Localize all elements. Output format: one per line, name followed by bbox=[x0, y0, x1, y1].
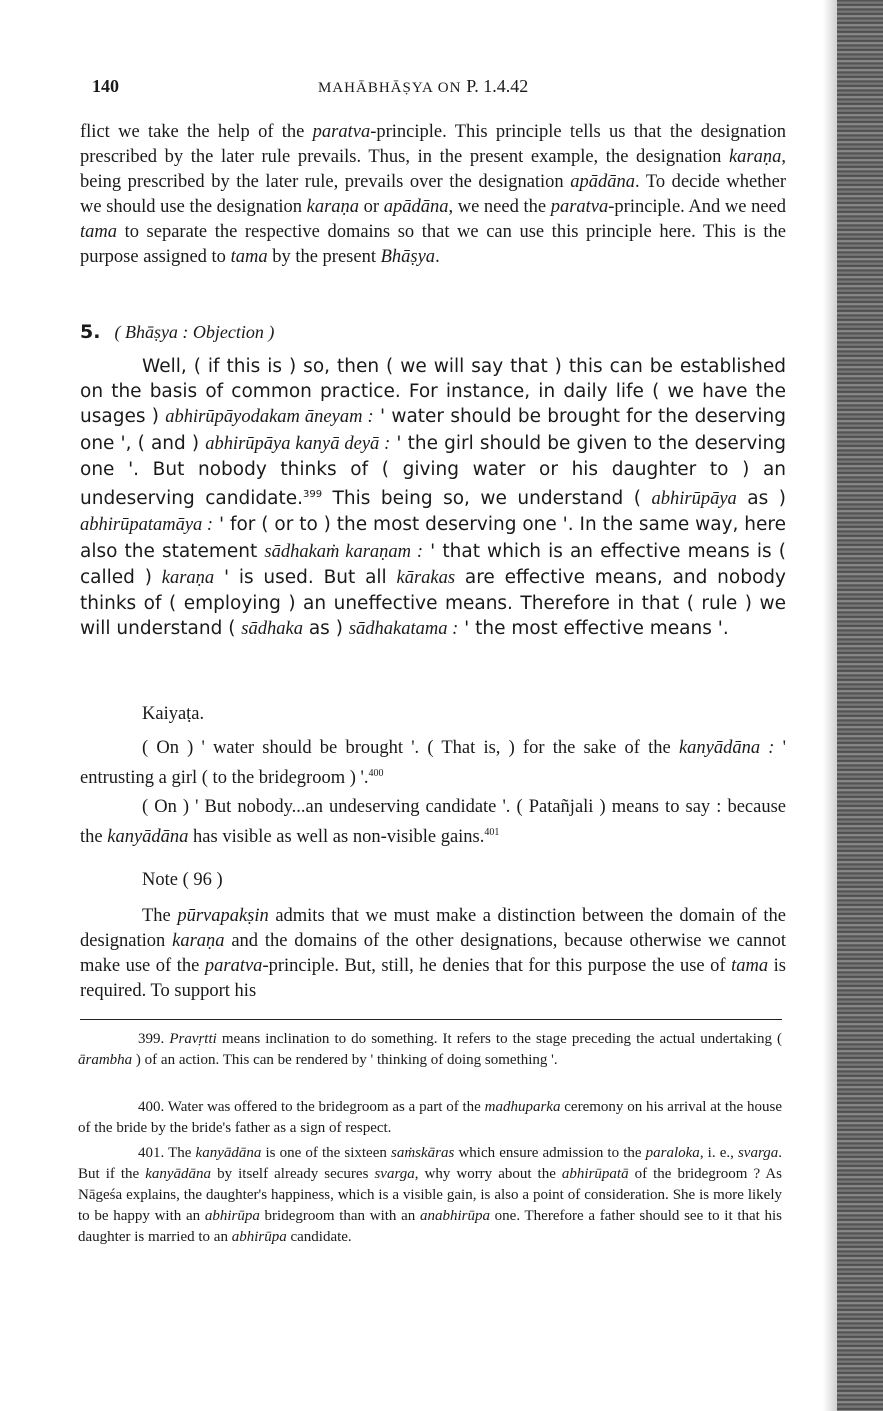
term: karaṇa bbox=[728, 147, 782, 167]
text: , being prescribed by the later rule, prevails over the designation bbox=[80, 147, 786, 192]
section-label: ( Bhāṣya : Objection ) bbox=[114, 322, 275, 342]
paragraph-kaiyata-2 bbox=[80, 795, 786, 850]
footnote-ref-399: 399 bbox=[302, 489, 323, 501]
term: tama bbox=[230, 247, 268, 267]
footnote-401 bbox=[78, 1143, 782, 1248]
term: karaṇa bbox=[161, 567, 215, 588]
text: This being so, we understand ( bbox=[322, 488, 652, 510]
note-heading: Note ( 96 ) bbox=[142, 870, 223, 890]
paragraph-kaiyata-1 bbox=[80, 736, 786, 791]
text: . To decide whether we should use the designation bbox=[80, 172, 787, 217]
text: bridegroom than with an bbox=[259, 1208, 420, 1224]
text: 399. bbox=[138, 1031, 170, 1047]
text: and the domains of the other designations, because otherwise we cannot make use of the bbox=[80, 931, 786, 976]
text: The bbox=[142, 906, 178, 926]
text: ' that which is an effective means is ( called ) bbox=[80, 540, 786, 588]
page-header bbox=[92, 76, 782, 100]
text: has visible as well as non-visible gains. bbox=[188, 827, 485, 848]
term: Pravṛtti bbox=[169, 1031, 217, 1047]
text: ' the most effective means '. bbox=[458, 618, 729, 640]
text: , we need the bbox=[448, 197, 551, 217]
text: by itself already secures bbox=[211, 1166, 375, 1182]
term: apādāna bbox=[383, 197, 449, 217]
text: means inclination to do something. It refers to the stage preceding the actual undertaking ( bbox=[216, 1031, 783, 1047]
text: Well, ( if this is ) so, then ( we will say that ) this can be established on the basis of common practice. For instance, in daily life ( we have the usages ) bbox=[80, 356, 786, 428]
text: which ensure admission to the bbox=[454, 1145, 646, 1161]
term: kanyādāna bbox=[145, 1166, 212, 1182]
text: ' entrusting a girl ( to the bridegroom ) '. bbox=[80, 738, 786, 789]
term: kanyādāna : bbox=[678, 738, 775, 758]
text: ' the girl should be given to the deserving one '. But nobody thinks of ( giving water or his daughter to ) an undeserving candidate. bbox=[80, 432, 786, 510]
term: kanyādāna bbox=[195, 1145, 262, 1161]
text: 400. Water was offered to the bridegroom as a part of the bbox=[138, 1099, 485, 1115]
term: paraloka bbox=[645, 1145, 700, 1161]
footnote-separator bbox=[80, 1019, 782, 1020]
text: ( On ) ' But nobody...an undeserving candidate '. ( Patañjali ) means to say : because the bbox=[80, 797, 786, 848]
term: karaṇa bbox=[172, 931, 225, 951]
text: is one of the sixteen bbox=[261, 1145, 391, 1161]
footnote-399 bbox=[78, 1029, 782, 1071]
text: . But if the bbox=[78, 1145, 782, 1182]
text: as ) bbox=[736, 488, 786, 510]
text: or bbox=[359, 197, 384, 217]
text: ' is used. But all bbox=[214, 566, 397, 588]
term: kanyādāna bbox=[107, 827, 189, 848]
paragraph-note-96 bbox=[80, 904, 786, 1004]
term: saṁskāras bbox=[391, 1145, 455, 1161]
section-number: 5. bbox=[80, 321, 101, 343]
term: anabhirūpa bbox=[419, 1208, 490, 1224]
term: Bhāṣya bbox=[380, 247, 436, 267]
text: are effective means, and nobody thinks of ( employing ) an uneffective means. Therefore in that ( rule ) we will understand ( bbox=[80, 566, 786, 640]
text: of the bridegroom ? As Nāgeśa explains, the daughter's happiness, which is a visible gain, is also a point of consideration. She is more likely to be happy with an bbox=[78, 1166, 783, 1224]
running-title bbox=[318, 76, 528, 97]
text: ceremony on his arrival at the house of the bride by the bride's father as a sign of respect. bbox=[78, 1099, 782, 1136]
scan-edge-gradient bbox=[823, 0, 837, 1411]
footnote-400 bbox=[78, 1097, 782, 1139]
scan-edge-shadow bbox=[837, 0, 883, 1411]
text: one. Therefore a father should see to it that his daughter is married to an bbox=[78, 1208, 783, 1245]
text: ' water should be brought for the deserving one ', ( and ) bbox=[80, 406, 786, 454]
footnote-ref-400: 400 bbox=[368, 768, 384, 779]
section-heading-5 bbox=[80, 321, 274, 343]
term: abhirūpāyodakam āneyam : bbox=[165, 407, 374, 428]
term: kārakas bbox=[396, 567, 456, 588]
paragraph-bhasya-objection bbox=[80, 354, 786, 642]
term: abhirūpāya kanyā deyā : bbox=[205, 433, 391, 454]
text: as ) bbox=[302, 618, 349, 640]
text: -principle. And we need bbox=[608, 197, 786, 217]
term: sādhakaṁ karaṇam : bbox=[264, 541, 424, 562]
term: abhirūpatamāya : bbox=[80, 515, 214, 536]
text: candidate. bbox=[286, 1229, 352, 1245]
text: -principle. But, still, he denies that for this purpose the use of bbox=[262, 956, 732, 976]
text: ' for ( or to ) the most deserving one '. In the same way, here also the statement bbox=[80, 514, 786, 562]
term: svarga bbox=[374, 1166, 415, 1182]
term: paratva bbox=[550, 197, 609, 217]
term: tama bbox=[731, 956, 769, 976]
text: by the present bbox=[267, 247, 381, 267]
text: to separate the respective domains so that we can use this principle here. This is the purpose assigned to bbox=[80, 222, 786, 267]
page-number: 140 bbox=[92, 76, 119, 96]
running-title-text: MAHĀBHĀṢYA ON bbox=[318, 80, 462, 96]
footnote-ref-401: 401 bbox=[484, 827, 500, 838]
text: 401. The bbox=[138, 1145, 196, 1161]
term: tama bbox=[80, 222, 117, 242]
text: is required. To support his bbox=[80, 956, 786, 1001]
term: abhirūpatā bbox=[561, 1166, 629, 1182]
text: -principle. This principle tells us that the designation prescribed by the later rule prevails. Thus, in the present example, the designation bbox=[80, 122, 786, 167]
text: . bbox=[435, 247, 440, 267]
term: pūrvapakṣin bbox=[177, 906, 269, 926]
term: madhuparka bbox=[484, 1099, 561, 1115]
term: ārambha bbox=[78, 1052, 133, 1068]
text: , i. e., bbox=[699, 1145, 738, 1161]
running-title-ref: P. 1.4.42 bbox=[466, 76, 529, 96]
text: ( On ) ' water should be brought '. ( That is, ) for the sake of the bbox=[142, 738, 679, 758]
term: svarga bbox=[737, 1145, 779, 1161]
term: sādhakatama : bbox=[348, 619, 459, 640]
text: ) of an action. This can be rendered by ' thinking of doing something '. bbox=[132, 1052, 558, 1068]
term: abhirūpāya bbox=[651, 489, 737, 510]
paragraph-paratva bbox=[80, 120, 786, 270]
text: admits that we must make a distinction between the domain of the designation bbox=[80, 906, 786, 951]
term: abhirūpa bbox=[231, 1229, 287, 1245]
text: , why worry about the bbox=[414, 1166, 562, 1182]
term: apādāna bbox=[570, 172, 635, 192]
text: flict we take the help of the bbox=[80, 122, 313, 142]
kaiyata-heading: Kaiyaṭa. bbox=[142, 704, 205, 724]
term: abhirūpa bbox=[204, 1208, 260, 1224]
term: paratva bbox=[312, 122, 371, 142]
term: karaṇa bbox=[306, 197, 360, 217]
term: sādhaka bbox=[241, 619, 303, 640]
term: paratva bbox=[204, 956, 263, 976]
